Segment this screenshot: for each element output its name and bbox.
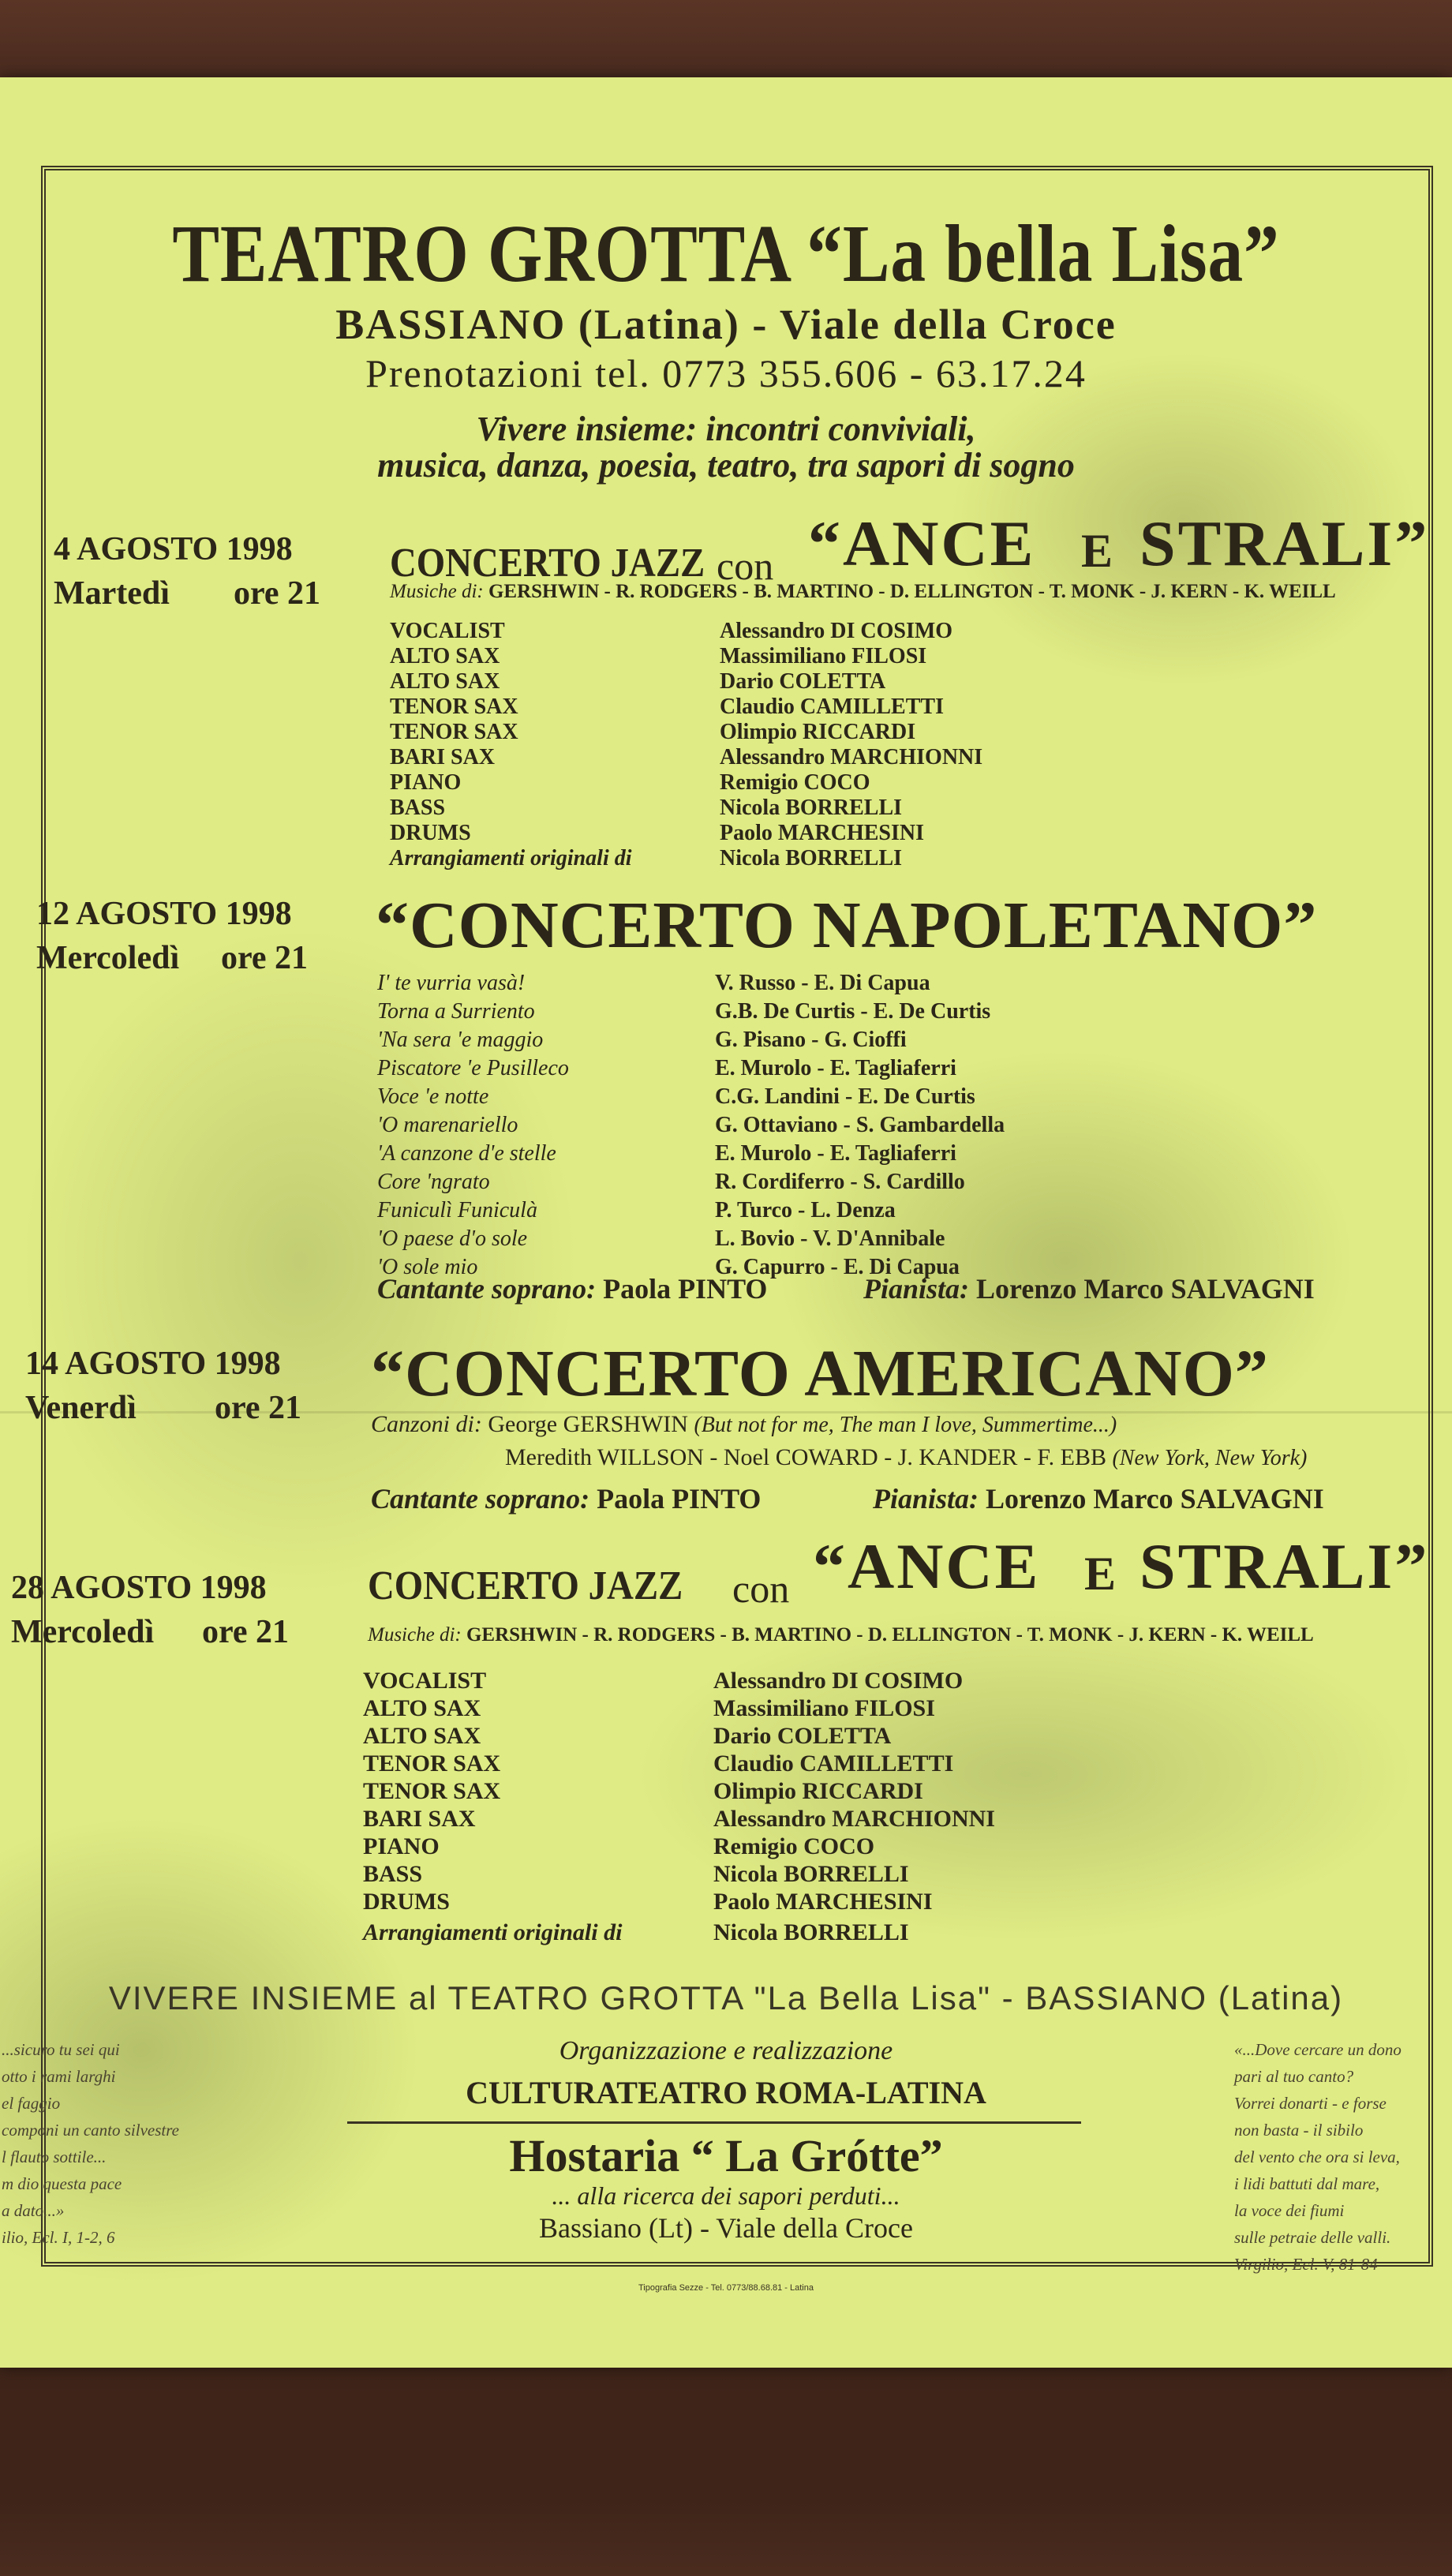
role: BARI SAX xyxy=(390,745,496,769)
pianist-credit: Pianista: Lorenzo Marco SALVAGNI xyxy=(873,1483,1324,1515)
restaurant-tagline: ... alla ricerca dei sapori perduti... xyxy=(552,2181,900,2210)
composers-line: Musiche di: GERSHWIN - R. RODGERS - B. MARTINO - D. ELLINGTON - T. MONK - J. KERN - K. WEILL xyxy=(368,1624,1314,1646)
player: Alessandro MARCHIONNI xyxy=(713,1806,995,1832)
role: VOCALIST xyxy=(390,619,505,643)
player: Paolo MARCHESINI xyxy=(713,1889,933,1915)
band-name-part-1: “ANCE xyxy=(813,1530,1041,1602)
song-author: P. Turco - L. Denza xyxy=(715,1198,896,1222)
player: Olimpio RICCARDI xyxy=(713,1778,923,1804)
role: TENOR SAX xyxy=(390,695,518,719)
role: BASS xyxy=(363,1861,423,1887)
event-time: ore 21 xyxy=(221,940,309,976)
printer-credit: Tipografia Sezze - Tel. 0773/88.68.81 - Latina xyxy=(638,2283,814,2293)
pianist-credit: Pianista: Lorenzo Marco SALVAGNI xyxy=(863,1273,1315,1305)
role: BASS xyxy=(390,796,446,820)
player: Dario COLETTA xyxy=(713,1723,892,1749)
player: Remigio COCO xyxy=(720,770,870,795)
role: TENOR SAX xyxy=(363,1778,501,1804)
arranger-name: Nicola BORRELLI xyxy=(713,1919,909,1945)
song-title: 'O paese d'o sole xyxy=(377,1226,528,1251)
role: ALTO SAX xyxy=(363,1695,481,1721)
band-name-e: E xyxy=(1084,1548,1117,1600)
player: Olimpio RICCARDI xyxy=(720,720,916,744)
lineup-roles xyxy=(363,1667,622,1950)
role: TENOR SAX xyxy=(363,1750,501,1777)
song-title: Core 'ngrato xyxy=(377,1170,490,1194)
player: Alessandro DI COSIMO xyxy=(720,619,953,643)
event-date: 4 AGOSTO 1998 xyxy=(54,531,293,567)
page-title: TEATRO GROTTA “La bella Lisa” xyxy=(172,208,1280,299)
quote-left: ...sicuro tu sei qui otto i rami larghi el faggio componi un canto silvestre l flauto sottile... m dio questa pace a dato...» ilio, Ecl. I, 1-2, 6 xyxy=(2,2040,179,2247)
song-author: G.B. De Curtis - E. De Curtis xyxy=(715,999,991,1024)
player: Remigio COCO xyxy=(713,1833,875,1859)
band-name-e: E xyxy=(1081,525,1113,577)
arrangements-label: Arrangiamenti originali di xyxy=(390,846,632,871)
role: ALTO SAX xyxy=(390,644,500,668)
performers-credit: Cantante soprano: Paola PINTO xyxy=(371,1483,762,1515)
song-author: V. Russo - E. Di Capua xyxy=(715,971,930,995)
player: Dario COLETTA xyxy=(720,669,886,694)
role: DRUMS xyxy=(390,821,471,845)
role: BARI SAX xyxy=(363,1806,476,1832)
song-author: E. Murolo - E. Tagliaferri xyxy=(715,1141,956,1166)
organization-label: Organizzazione e realizzazione xyxy=(559,2036,893,2065)
role: ALTO SAX xyxy=(390,669,500,694)
song-title: 'Na sera 'e maggio xyxy=(377,1028,544,1052)
song-title: 'O sole mio xyxy=(377,1255,478,1279)
tagline-line-1: Vivere insieme: incontri conviviali, xyxy=(476,410,976,448)
event-con: con xyxy=(717,544,774,588)
role: ALTO SAX xyxy=(363,1723,481,1749)
event-day: Venerdì xyxy=(25,1390,137,1426)
role: DRUMS xyxy=(363,1889,450,1915)
lineup-roles xyxy=(390,619,632,871)
player: Alessandro DI COSIMO xyxy=(713,1668,964,1694)
player: Massimiliano FILOSI xyxy=(713,1695,935,1721)
player: Nicola BORRELLI xyxy=(713,1861,909,1887)
song-title: I' te vurria vasà! xyxy=(377,971,526,995)
lineup-players xyxy=(713,1667,995,1950)
song-author: C.G. Landini - E. De Curtis xyxy=(715,1084,975,1109)
song-titles xyxy=(377,969,569,1282)
song-author: G. Capurro - E. Di Capua xyxy=(715,1255,960,1279)
event-type: CONCERTO JAZZ xyxy=(368,1563,683,1608)
event-type: CONCERTO JAZZ xyxy=(390,541,705,586)
song-title: Piscatore 'e Pusilleco xyxy=(377,1056,569,1080)
role: PIANO xyxy=(390,770,462,795)
quote-right: «...Dove cercare un dono pari al tuo canto? Vorrei donarti - e forse non basta - il sibilo del vento che ora si leva, i lidi battuti dal mare, la voce dei fiumi sulle petraie delle valli. Virgilio, Ecl. V, 81-84 xyxy=(1234,2040,1401,2274)
song-title: Torna a Surriento xyxy=(377,999,535,1024)
player: Claudio CAMILLETTI xyxy=(720,695,944,719)
poster xyxy=(0,77,1452,2368)
composers-line: Musiche di: GERSHWIN - R. RODGERS - B. MARTINO - D. ELLINGTON - T. MONK - J. KERN - K. WEILL xyxy=(390,581,1336,602)
event-time: ore 21 xyxy=(202,1614,290,1650)
player: Nicola BORRELLI xyxy=(720,796,903,820)
player: Paolo MARCHESINI xyxy=(720,821,925,845)
event-date: 14 AGOSTO 1998 xyxy=(25,1346,281,1382)
event-day: Martedì xyxy=(54,575,170,612)
song-title: Voce 'e notte xyxy=(377,1084,489,1109)
footer-divider xyxy=(347,2121,1081,2124)
arranger-name: Nicola BORRELLI xyxy=(720,846,903,871)
event-date: 28 AGOSTO 1998 xyxy=(11,1570,267,1606)
event-time: ore 21 xyxy=(234,575,321,612)
song-author: L. Bovio - V. D'Annibale xyxy=(715,1226,945,1251)
songwriters-line-1: Canzoni di: George GERSHWIN (But not for me, The man I love, Summertime...) xyxy=(371,1411,1117,1437)
organization-name: CULTURATEATRO ROMA-LATINA xyxy=(466,2075,986,2110)
lineup-players xyxy=(720,619,982,871)
song-author: G. Pisano - G. Cioffi xyxy=(715,1028,907,1052)
tagline-line-2: musica, danza, poesia, teatro, tra sapori di sogno xyxy=(377,446,1075,485)
band-name-part-1: “ANCE xyxy=(808,507,1036,579)
role: VOCALIST xyxy=(363,1668,487,1694)
song-title: Funiculì Funiculà xyxy=(377,1198,537,1222)
role: TENOR SAX xyxy=(390,720,518,744)
song-title: 'O marenariello xyxy=(377,1113,518,1137)
event-title: “CONCERTO AMERICANO” xyxy=(371,1337,1269,1410)
event-con: con xyxy=(732,1567,790,1611)
role: PIANO xyxy=(363,1833,440,1859)
event-date: 12 AGOSTO 1998 xyxy=(36,896,292,932)
song-author: R. Cordiferro - S. Cardillo xyxy=(715,1170,965,1194)
song-title: 'A canzone d'e stelle xyxy=(377,1141,556,1166)
songwriters-line-2: Meredith WILLSON - Noel COWARD - J. KANDER - F. EBB (New York, New York) xyxy=(505,1444,1308,1470)
venue-address: BASSIANO (Latina) - Viale della Croce xyxy=(335,301,1117,348)
event-title: “CONCERTO NAPOLETANO” xyxy=(376,889,1318,962)
player: Claudio CAMILLETTI xyxy=(713,1750,954,1777)
restaurant-name: Hostaria “ La Grótte” xyxy=(509,2130,943,2181)
song-author: G. Ottaviano - S. Gambardella xyxy=(715,1113,1005,1137)
performers-credit: Cantante soprano: Paola PINTO xyxy=(377,1273,768,1305)
band-name-part-2: STRALI” xyxy=(1140,507,1430,579)
arrangements-label: Arrangiamenti originali di xyxy=(363,1919,623,1945)
restaurant-address: Bassiano (Lt) - Viale della Croce xyxy=(538,2212,913,2244)
event-day: Mercoledì xyxy=(36,940,180,976)
footer-slogan: VIVERE INSIEME al TEATRO GROTTA "La Bella Lisa" - BASSIANO (Latina) xyxy=(108,1979,1344,2016)
song-authors xyxy=(715,969,1005,1282)
player: Alessandro MARCHIONNI xyxy=(720,745,983,769)
event-time: ore 21 xyxy=(215,1390,302,1426)
player: Massimiliano FILOSI xyxy=(720,644,927,668)
band-name-part-2: STRALI” xyxy=(1140,1530,1430,1602)
event-day: Mercoledì xyxy=(11,1614,155,1650)
booking-phone: Prenotazioni tel. 0773 355.606 - 63.17.24 xyxy=(365,351,1087,395)
song-author: E. Murolo - E. Tagliaferri xyxy=(715,1056,956,1080)
